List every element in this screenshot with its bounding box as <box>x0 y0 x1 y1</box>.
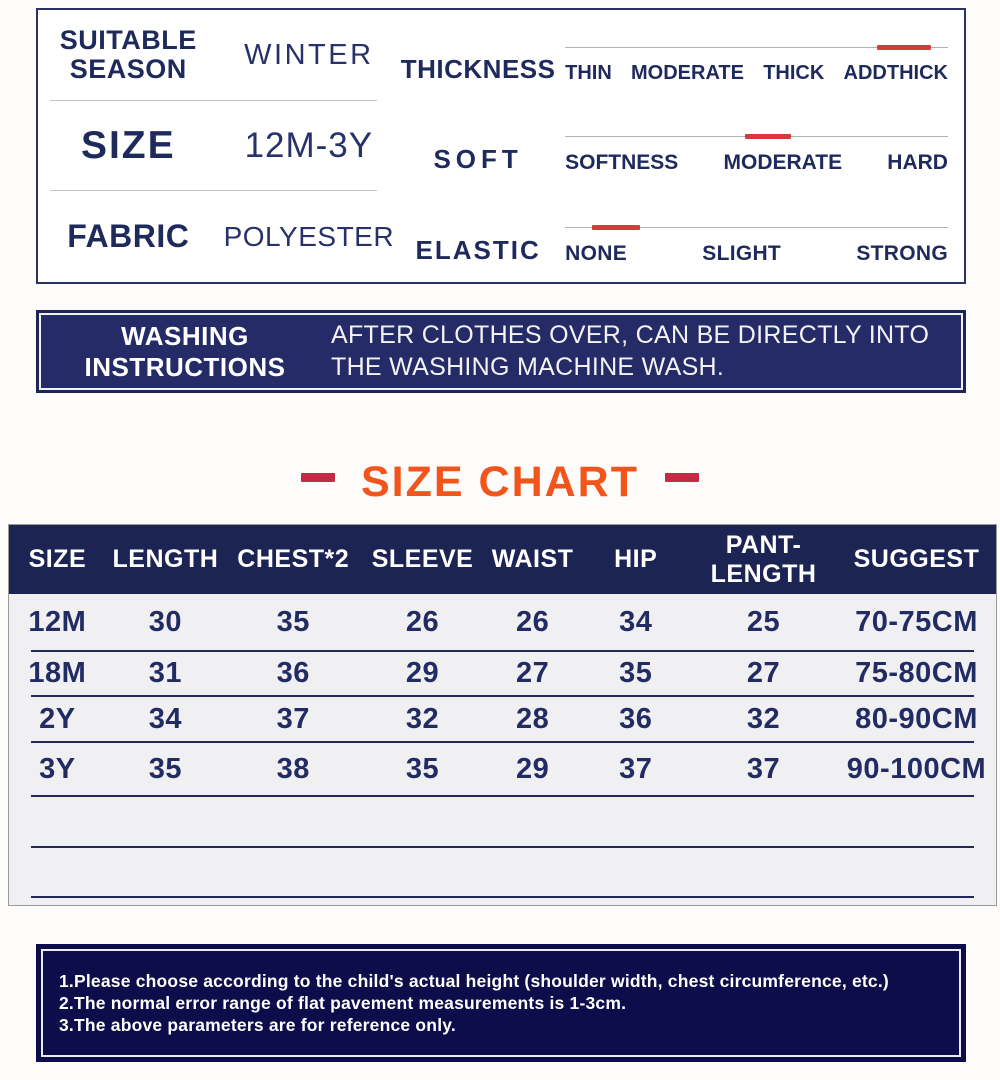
column-header: PANT-LENGTH <box>710 530 817 588</box>
attribute-row-size <box>38 101 399 192</box>
thickness-track-line <box>565 45 948 50</box>
note-line: 2.The normal error range of flat pavement measurements is 1-3cm. <box>59 993 627 1013</box>
table-cell: 37 <box>746 752 781 785</box>
size-value: 12M-3Y <box>244 126 374 165</box>
elastic-label: ELASTIC <box>415 235 541 266</box>
selected-indicator <box>592 225 640 230</box>
table-cell: 90-100CM <box>846 752 987 785</box>
column-header: SUGGEST <box>853 545 980 573</box>
size-chart-heading <box>0 458 1000 507</box>
selected-indicator <box>745 134 791 139</box>
table-cell: 80-90CM <box>855 702 978 735</box>
elastic-track-line <box>565 225 948 230</box>
table-cell: 37 <box>619 752 653 785</box>
scale-column <box>399 10 964 282</box>
option: NONE <box>565 242 627 266</box>
option: STRONG <box>856 242 948 266</box>
option: SLIGHT <box>702 242 782 266</box>
table-cell: 32 <box>405 702 440 735</box>
row-divider <box>31 896 974 898</box>
table-cell: 35 <box>148 752 183 785</box>
column-header: SLEEVE <box>371 545 474 573</box>
fabric-value: POLYESTER <box>223 220 395 252</box>
option: THICK <box>763 61 825 84</box>
option: ADDTHICK <box>843 61 948 84</box>
column-header: SIZE <box>28 545 87 573</box>
table-cell: 25 <box>746 605 781 638</box>
table-cell: 35 <box>276 605 310 638</box>
table-cell: 26 <box>515 605 550 638</box>
season-value: WINTER <box>244 38 374 71</box>
table-cell: 3Y <box>39 752 76 785</box>
spec-box <box>36 8 966 284</box>
table-cell: 70-75CM <box>855 605 978 638</box>
soft-track <box>565 134 948 175</box>
table-cell: 35 <box>405 752 440 785</box>
table-cell: 35 <box>619 657 653 689</box>
soft-track-line <box>565 134 948 139</box>
elastic-scale-row <box>399 191 948 282</box>
empty-row <box>9 797 996 846</box>
table-cell: 75-80CM <box>855 657 978 689</box>
attribute-column <box>38 10 399 282</box>
washing-instructions-text: AFTER CLOTHES OVER, CAN BE DIRECTLY INTO THE WASHING MACHINE WASH. <box>331 321 930 381</box>
table-cell: 31 <box>148 657 183 689</box>
table-cell: 38 <box>276 752 310 785</box>
elastic-options <box>565 242 948 266</box>
column-header: WAIST <box>491 545 574 573</box>
table-cell: 18M <box>28 657 87 689</box>
table-cell: 27 <box>746 657 781 689</box>
table-cell: 2Y <box>39 702 76 735</box>
table-row <box>9 743 996 795</box>
attribute-row-season <box>38 10 399 101</box>
thickness-scale-row <box>399 10 948 101</box>
size-chart-table <box>8 524 997 906</box>
table-cell: 27 <box>515 657 550 689</box>
attribute-row-fabric <box>38 191 399 282</box>
option: HARD <box>887 151 948 175</box>
washing-instructions-label: WASHING INSTRUCTIONS <box>84 320 286 382</box>
thickness-label: THICKNESS <box>400 53 556 84</box>
heading-dash-right <box>665 473 699 482</box>
note-line: 1.Please choose according to the child's actual height (shoulder width, chest circumference, etc.) <box>59 971 889 991</box>
column-header: HIP <box>614 545 658 573</box>
option: MODERATE <box>631 61 744 84</box>
table-cell: 26 <box>405 605 440 638</box>
elastic-track <box>565 225 948 266</box>
soft-scale-row <box>399 101 948 192</box>
size-chart-title: SIZE CHART <box>361 458 639 506</box>
heading-dash-left <box>301 473 335 482</box>
season-label: SUITABLE SEASON <box>59 24 197 85</box>
size-label: SIZE <box>80 124 176 167</box>
notes-inner <box>41 949 961 1057</box>
thickness-options <box>565 62 948 85</box>
table-row <box>9 652 996 695</box>
option: SOFTNESS <box>565 151 679 175</box>
selected-indicator <box>877 45 931 50</box>
table-cell: 29 <box>515 752 550 785</box>
option: THIN <box>565 61 612 84</box>
soft-options <box>565 151 948 175</box>
table-cell: 32 <box>746 702 781 735</box>
column-header: CHEST*2 <box>237 545 350 573</box>
size-chart-header-row <box>9 525 996 594</box>
soft-label: SOFT <box>433 144 523 175</box>
table-cell: 36 <box>619 702 653 735</box>
table-cell: 30 <box>148 605 183 638</box>
table-cell: 12M <box>28 605 87 638</box>
option: MODERATE <box>723 151 843 175</box>
fabric-label: FABRIC <box>67 218 190 255</box>
table-cell: 29 <box>405 657 440 689</box>
table-cell: 36 <box>276 657 310 689</box>
table-row <box>9 594 996 650</box>
table-cell: 34 <box>148 702 183 735</box>
table-cell: 34 <box>619 605 653 638</box>
empty-row <box>9 848 996 896</box>
washing-instructions-banner <box>36 310 966 393</box>
table-cell: 28 <box>515 702 550 735</box>
column-header: LENGTH <box>112 545 219 573</box>
table-cell: 37 <box>276 702 310 735</box>
table-row <box>9 697 996 741</box>
thickness-track <box>565 45 948 85</box>
note-line: 3.The above parameters are for reference only. <box>59 1015 456 1035</box>
notes-box <box>36 944 966 1062</box>
